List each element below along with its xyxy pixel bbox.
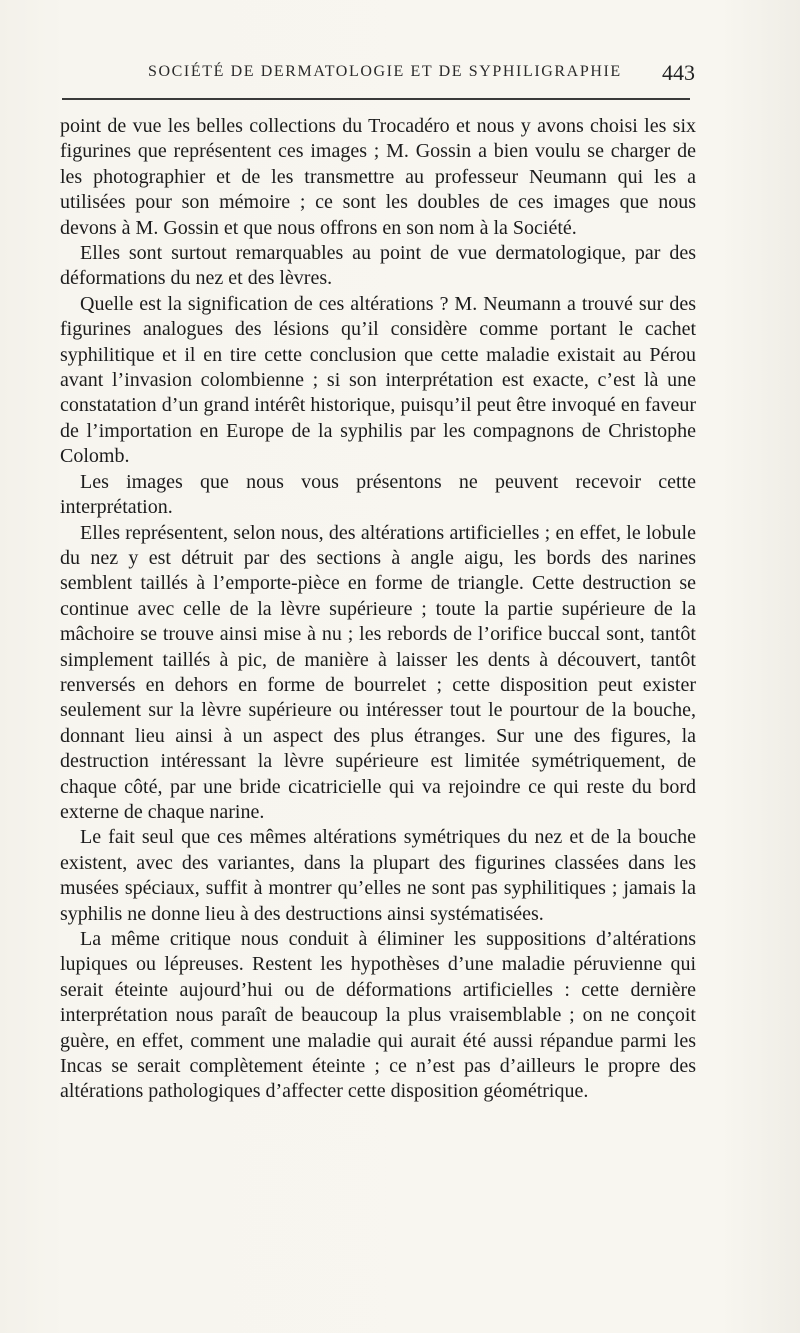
running-head [60,61,700,89]
paragraph: Quelle est la signification de ces altérations ? M. Neumann a trouvé sur des figurines analogues des lésions qu’il considère comme portant le cachet syphilitique et il en tire cette conclusion que cette maladie existait au Pérou avant l’invasion colombienne ; si son interprétation est exacte, c’est là une constatation d’un grand intérêt historique, puisqu’il peut être invoqué en faveur de l’importation en Europe de la syphilis par les compagnons de Christophe Colomb. [60,292,696,468]
paragraph: La même critique nous conduit à éliminer les suppositions d’altérations lupiques ou lépreuses. Restent les hypothèses d’une maladie péruvienne qui serait éteinte aujourd’hui ou de déformations artificielles : cette dernière interprétation nous paraît de beaucoup la plus vraisemblable ; on ne conçoit guère, en effet, comment une maladie qui aurait été aussi répandue parmi les Incas se serait complètement éteinte ; ce n’est pas d’ailleurs le propre des altérations pathologiques d’affecter cette disposition géométrique. [60,928,696,1103]
paragraph: Les images que nous vous présentons ne peuvent recevoir cette interprétation. [60,470,696,519]
paragraph: Elles représentent, selon nous, des altérations artificielles ; en effet, le lobule du nez y est détruit par des sections à angle aigu, les bords des narines semblent taillés à l’emporte-pièce en forme de triangle. Cette destruction se continue avec celle de la lèvre supérieure ; toute la partie supérieure de la mâchoire se trouve ainsi mise à nu ; les rebords de l’orifice buccal sont, tantôt simplement taillés à pic, de manière à laisser les dents à découvert, tantôt renversés en dehors en forme de bourrelet ; cette disposition peut exister seulement sur la lèvre supérieure ou intéresser tout le pourtour de la bouche, donnant lieu ainsi à un aspect des plus étranges. Sur une des figures, la destruction intéressant la lèvre supérieure est limitée symétriquement, de chaque côté, par une bride cicatricielle qui va rejoindre ce qui reste du bord externe de chaque narine. [60,521,696,823]
running-title: SOCIÉTÉ DE DERMATOLOGIE ET DE SYPHILIGRAPHIE [148,63,622,80]
header-rule [62,98,690,100]
page-number: 443 [662,60,695,85]
paragraph: Elles sont surtout remarquables au point de vue dermatologique, par des déformations du nez et des lèvres. [60,242,696,290]
paragraph: Le fait seul que ces mêmes altérations symétriques du nez et de la bouche existent, avec des variantes, dans la plupart des figurines classées dans les musées spéciaux, suffit à montrer qu’elles ne sont pas syphilitiques ; jamais la syphilis ne donne lieu à des destructions ainsi systématisées. [60,826,696,925]
body-text [60,114,696,1105]
paragraph-continued: point de vue les belles collections du Trocadéro et nous y avons choisi les six figurines que représentent ces images ; M. Gossin a bien voulu se charger de les photographier et de les transmettre au professeur Neumann qui les a utilisées pour son mémoire ; ce sont les doubles de ces images que nous devons à M. Gossin et que nous offrons en son nom à la Société. [60,115,696,239]
